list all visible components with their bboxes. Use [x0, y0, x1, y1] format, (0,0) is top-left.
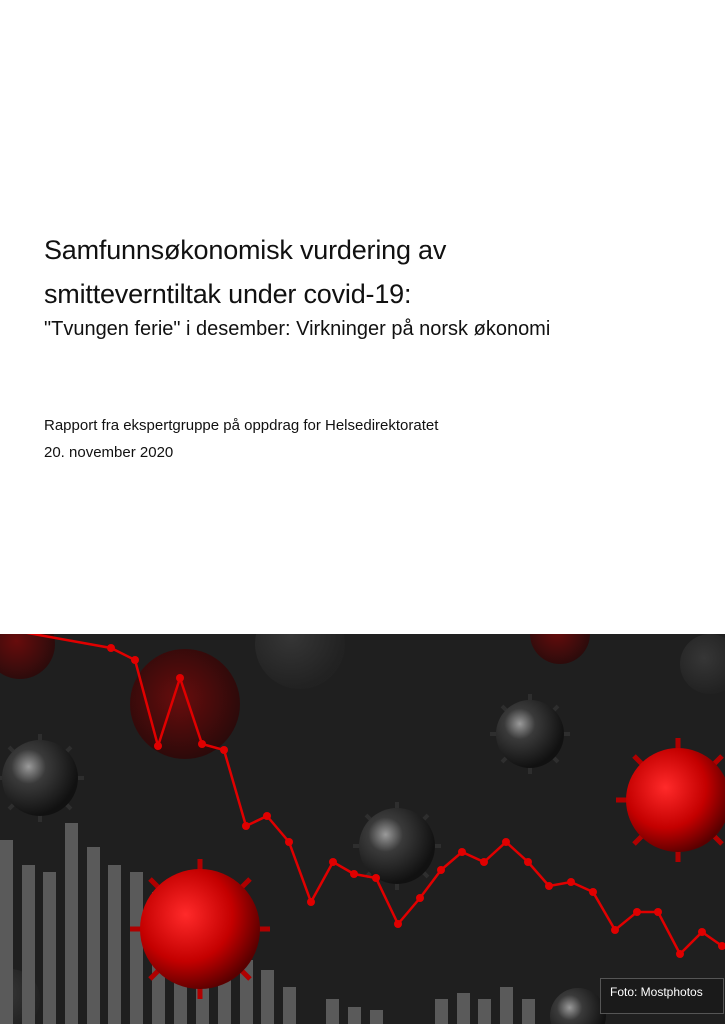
report-title-line-1: Samfunnsøkonomisk vurdering av — [44, 235, 447, 265]
cover-image — [0, 634, 725, 1024]
report-title-block — [44, 228, 684, 342]
gray-virus — [550, 988, 606, 1024]
gray-virus — [490, 694, 570, 774]
photo-credit: Foto: Mostphotos — [600, 978, 724, 1014]
gray-virus — [0, 734, 84, 822]
covid-virus-chart-illustration — [0, 634, 725, 1024]
author-line: Rapport fra ekspertgruppe på oppdrag for Helsedirektoratet — [44, 417, 439, 434]
report-subtitle: "Tvungen ferie" i desember: Virkninger på norsk økonomi — [44, 318, 551, 340]
red-virus — [130, 859, 270, 999]
report-title-line-2: smitteverntiltak under covid-19: — [44, 279, 412, 309]
report-meta — [44, 412, 438, 466]
red-virus — [616, 738, 725, 862]
report-date: 20. november 2020 — [44, 444, 174, 461]
bar-chart-illustration — [0, 823, 535, 1024]
